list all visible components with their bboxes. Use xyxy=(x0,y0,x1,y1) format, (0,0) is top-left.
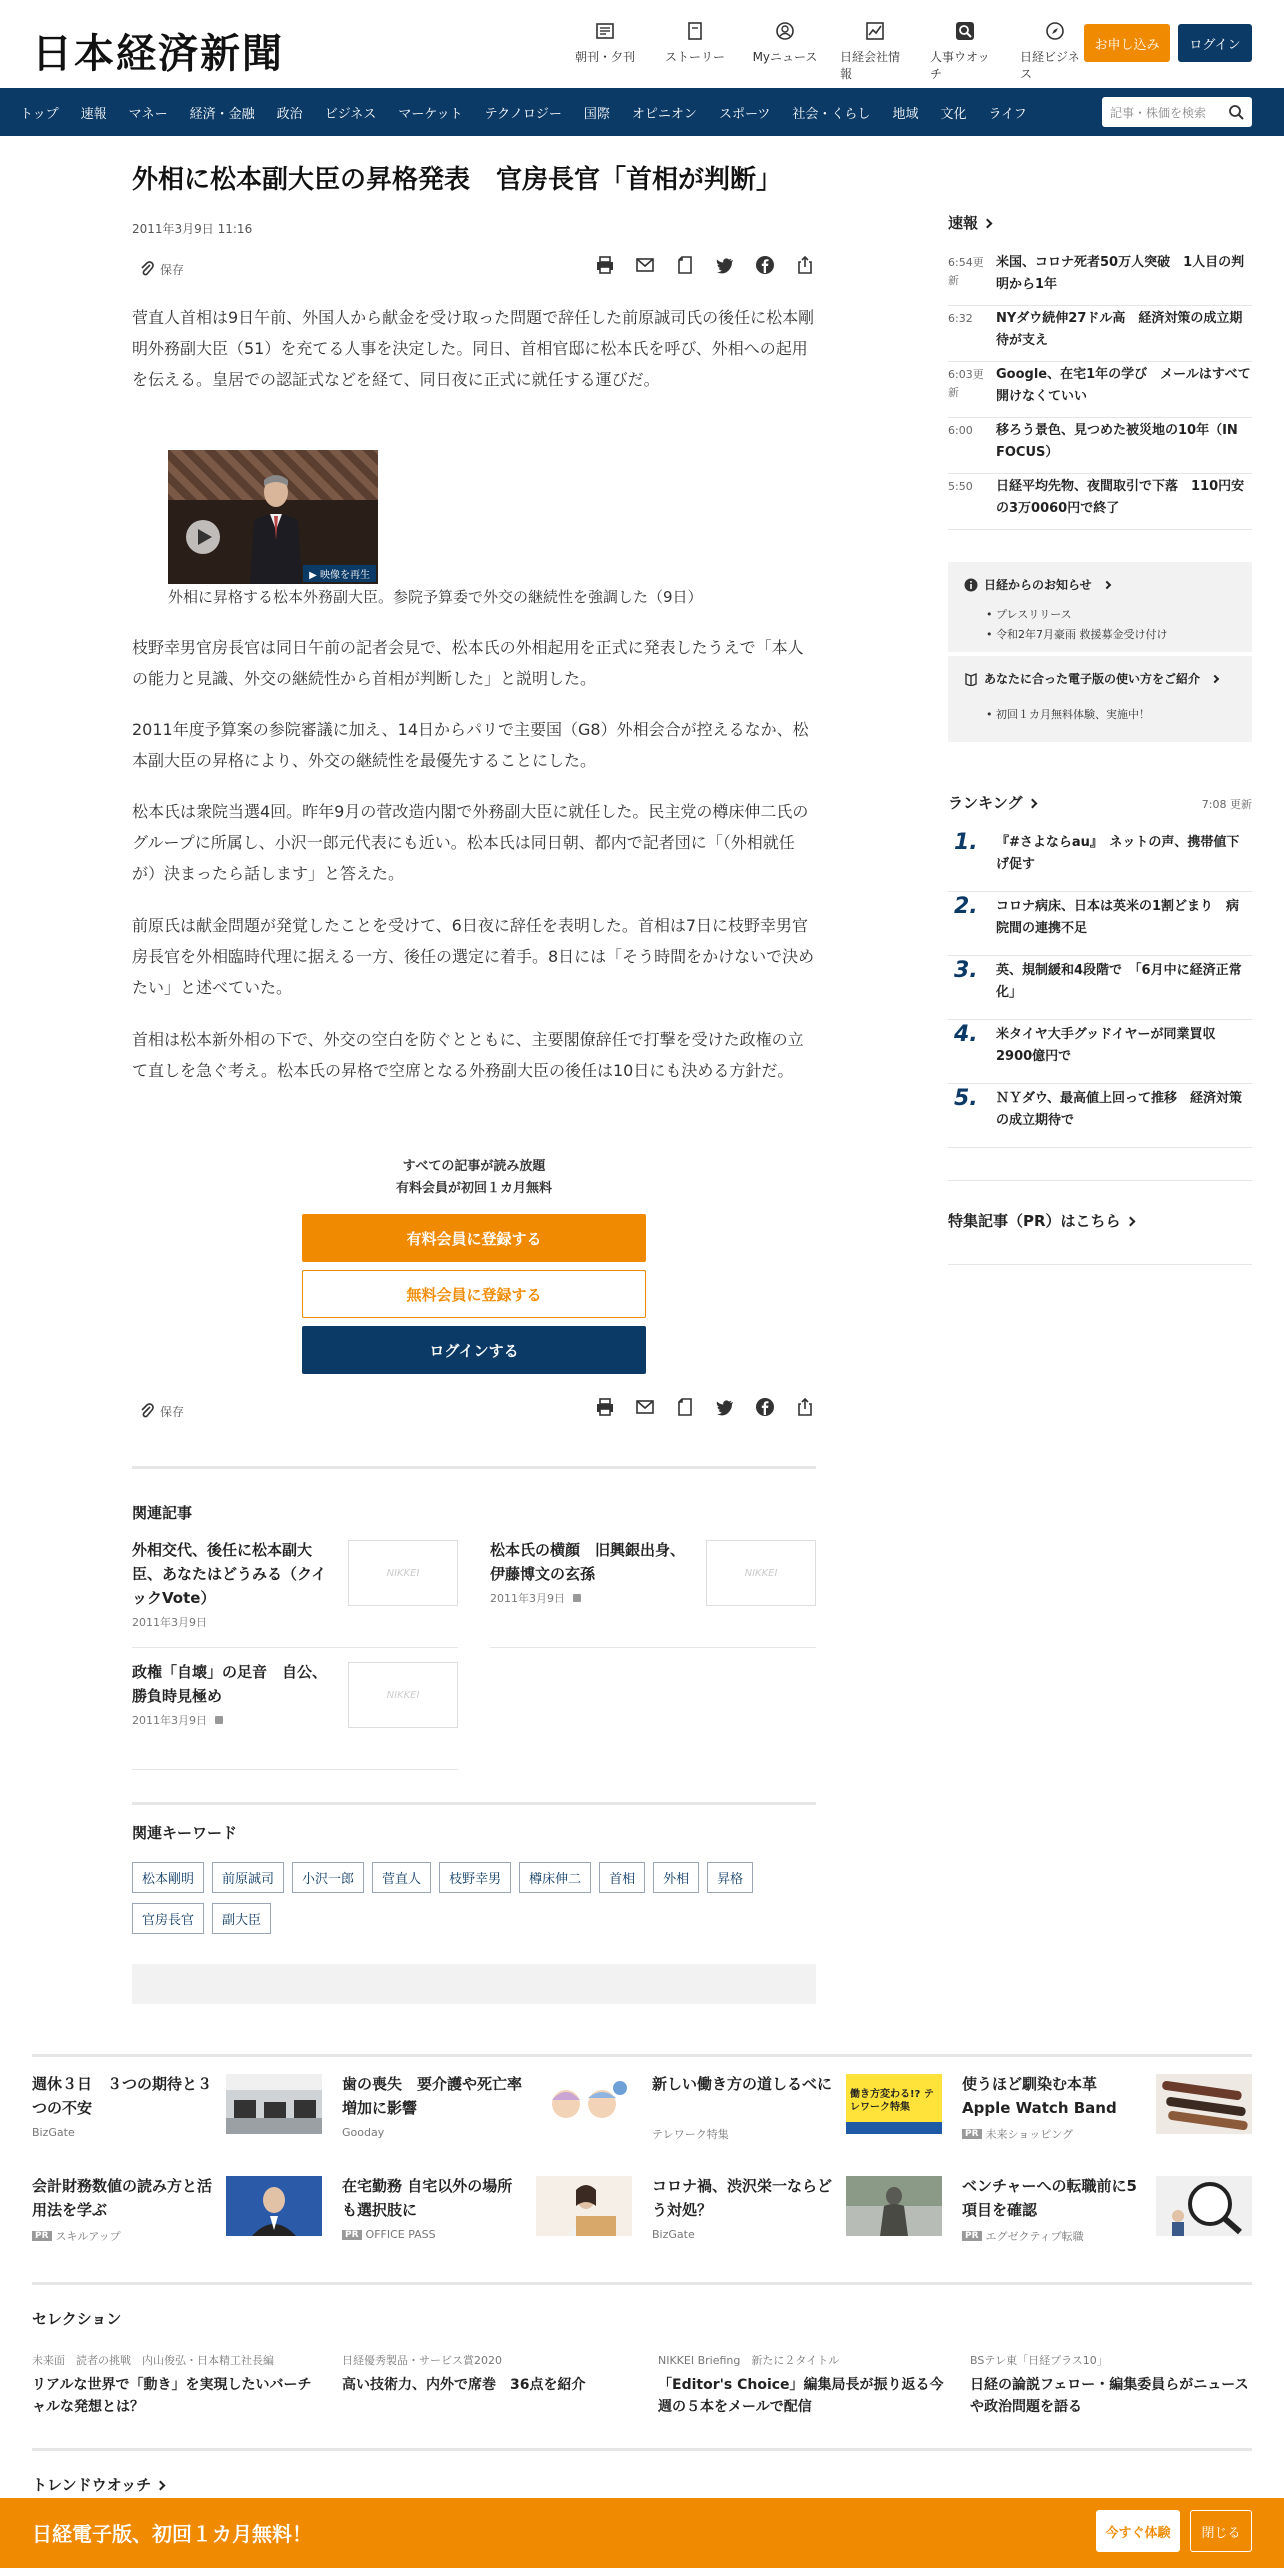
magnifier-image xyxy=(1156,2176,1252,2236)
register-free-button[interactable]: 無料会員に登録する xyxy=(302,1270,646,1318)
guide-link[interactable]: • 初回１カ月無料体験、実施中！ xyxy=(986,708,1150,721)
login-button[interactable]: ログイン xyxy=(1178,24,1252,62)
site-header xyxy=(0,0,1284,88)
news-time: 6:03更新 xyxy=(948,368,984,399)
related-title: 政権「自壊」の足音 自公、勝負時見極め xyxy=(132,1663,328,1705)
ad-placeholder xyxy=(132,1964,816,2004)
paywall-login-button[interactable]: ログインする xyxy=(302,1326,646,1374)
ranking-heading-label: ランキング xyxy=(948,794,1023,812)
keyword-tag[interactable]: 樽床伸二 xyxy=(519,1862,591,1893)
print-icon[interactable] xyxy=(594,254,616,276)
rank-number: 5. xyxy=(954,1086,978,1111)
article-paragraph: 枝野幸男官房長官は同日午前の記者会見で、松本氏の外相起用を正式に発表したうえで「本人の能力と見識、外交の継続性から首相が判断した」と説明した。 xyxy=(132,638,804,689)
selection-title: 日経の論説フェロー・編集委員らがニュースや政治問題を語る xyxy=(970,2377,1249,2416)
share-buttons xyxy=(594,1396,816,1418)
ranking-updated: 7:08 更新 xyxy=(1201,798,1252,811)
watchband-image xyxy=(1156,2074,1252,2134)
related-title: 松本氏の横顔 旧興銀出身、伊藤博文の玄孫 xyxy=(490,1541,686,1583)
divider xyxy=(132,1647,458,1648)
pr-heading-label: 特集記事（PR）はこちら xyxy=(948,1212,1121,1230)
facebook-icon[interactable] xyxy=(754,254,776,276)
ad-card[interactable] xyxy=(32,2174,322,2264)
keyword-tag[interactable]: 昇格 xyxy=(707,1862,753,1893)
ad-source: BizGate xyxy=(32,2126,75,2139)
chevron-right-icon xyxy=(156,2481,166,2491)
chevron-right-icon xyxy=(1027,799,1037,809)
notice-heading-label: 日経からのお知らせ xyxy=(984,578,1092,592)
pr-badge: PR xyxy=(342,2230,362,2240)
subscribe-message: 日経電子版、初回１カ月無料！ xyxy=(32,2522,312,2546)
nav-item[interactable]: 速報 xyxy=(80,106,107,122)
chevron-right-icon xyxy=(1211,674,1219,682)
office-image xyxy=(226,2074,322,2134)
breaking-item[interactable] xyxy=(948,418,1252,474)
note-icon[interactable] xyxy=(674,1396,696,1418)
related-date: 2011年3月9日 xyxy=(490,1592,565,1605)
nav-item[interactable]: マーケット xyxy=(398,106,463,122)
search-icon[interactable] xyxy=(1228,104,1244,120)
keyword-tag[interactable]: 首相 xyxy=(599,1862,645,1893)
share-icon[interactable] xyxy=(794,1396,816,1418)
mail-icon[interactable] xyxy=(634,1396,656,1418)
selection-title: リアルな世界で「動き」を実現したいバーチャルな発想とは？ xyxy=(32,2377,312,2416)
ad-card[interactable] xyxy=(342,2174,632,2264)
nav-item[interactable]: ライフ xyxy=(988,106,1027,122)
selection-item[interactable] xyxy=(342,2352,632,2396)
article-photo[interactable] xyxy=(168,450,378,584)
ad-card[interactable] xyxy=(32,2072,322,2162)
ad-title: ベンチャーへの転職前に5項目を確認 xyxy=(962,2177,1137,2219)
header-link-jinji[interactable] xyxy=(930,20,1000,82)
nav-item[interactable]: 地域 xyxy=(892,106,919,122)
trend-heading-label: トレンドウオッチ xyxy=(32,2476,152,2494)
notice-box xyxy=(948,562,1252,742)
ad-source: OFFICE PASS xyxy=(365,2228,436,2241)
header-link-business[interactable] xyxy=(1020,20,1090,82)
header-link-label: Myニュース xyxy=(752,50,818,64)
article-paragraph: 松本氏は衆院当選4回。昨年9月の菅改造内閣で外務副大臣に就任した。民主党の樽床伸二氏のグループに所属し、小沢一郎元代表にも近い。松本氏は同日朝、都内で記者団に「（外相就任が）決まったら話します」と答えた。 xyxy=(132,802,809,884)
selection-source: 未来面 読者の挑戦 内山俊弘・日本精工社長編 xyxy=(32,2354,274,2367)
related-date: 2011年3月9日 xyxy=(132,1714,207,1727)
keyword-tag[interactable]: 副大臣 xyxy=(212,1903,271,1934)
rank-number: 1. xyxy=(954,830,978,855)
pr-badge: PR xyxy=(962,2129,982,2139)
ad-source-row xyxy=(342,2228,436,2241)
save-label: 保存 xyxy=(160,262,185,277)
chevron-right-icon xyxy=(1102,580,1110,588)
keyword-list xyxy=(132,1862,816,1934)
keyword-tag[interactable]: 菅直人 xyxy=(372,1862,431,1893)
ad-source-row xyxy=(962,2126,1073,2142)
ad-source: スキルアップ xyxy=(55,2230,121,2243)
divider xyxy=(948,1180,1252,1181)
article-title: 外相に松本副大臣の昇格発表 官房長官「首相が判断」 xyxy=(132,165,783,195)
paywall xyxy=(302,1156,646,1374)
register-paid-button[interactable]: 有料会員に登録する xyxy=(302,1214,646,1262)
keyword-tag[interactable]: 松本剛明 xyxy=(132,1862,204,1893)
news-time: 6:00 xyxy=(948,424,973,437)
nav-item[interactable]: ビジネス xyxy=(324,106,377,122)
related-thumbnail: NIKKEI xyxy=(348,1540,458,1606)
rank-number: 3. xyxy=(954,958,978,983)
rank-text: コロナ病床、日本は英米の1割どまり 病院間の連携不足 xyxy=(996,899,1240,937)
remote-work-image xyxy=(536,2176,632,2236)
guide-link-label: 初回１カ月無料体験、実施中！ xyxy=(996,708,1150,721)
pr-heading[interactable] xyxy=(948,1210,1134,1231)
ad-source-row xyxy=(32,2228,121,2244)
paywall-line: すべての記事が読み放題 xyxy=(402,1159,546,1174)
ad-source: 未来ショッピング xyxy=(985,2128,1074,2141)
nav-item[interactable]: スポーツ xyxy=(718,106,771,122)
keyword-tag[interactable]: 枝野幸男 xyxy=(439,1862,511,1893)
nav-item[interactable]: 社会・くらし xyxy=(792,106,871,122)
ad-title: 在宅勤務 自宅以外の場所も選択肢に xyxy=(342,2177,513,2219)
nav-item[interactable]: 経済・金融 xyxy=(189,106,255,122)
breaking-item[interactable] xyxy=(948,306,1252,362)
newspaper-icon xyxy=(594,20,616,42)
header-links xyxy=(570,20,1090,82)
site-logo[interactable]: 日本経済新聞 xyxy=(32,30,284,77)
search-input[interactable] xyxy=(1102,97,1252,127)
try-now-button[interactable]: 今すぐ体験 xyxy=(1096,2510,1180,2552)
selection-item[interactable] xyxy=(970,2352,1260,2419)
lock-icon xyxy=(215,1716,223,1724)
related-date-row xyxy=(490,1590,581,1606)
facebook-icon[interactable] xyxy=(754,1396,776,1418)
telework-banner xyxy=(846,2074,942,2134)
keyword-tag[interactable]: 前原誠司 xyxy=(212,1862,284,1893)
chevron-right-icon xyxy=(1125,1217,1135,1227)
ad-card[interactable] xyxy=(652,2072,942,2162)
notice-link[interactable]: • プレスリリース xyxy=(986,608,1072,621)
rank-number: 4. xyxy=(954,1022,978,1047)
article-toolbar-top xyxy=(132,254,816,284)
twitter-icon[interactable] xyxy=(714,254,736,276)
print-icon[interactable] xyxy=(594,1396,616,1418)
related-article[interactable] xyxy=(490,1538,816,1648)
related-heading: 関連記事 xyxy=(132,1504,193,1522)
divider xyxy=(948,652,1252,656)
header-link-paper[interactable] xyxy=(570,20,640,82)
related-title: 外相交代、後任に松本副大臣、あなたはどうみる（クイックVote） xyxy=(132,1541,327,1607)
ad-source-row xyxy=(962,2228,1084,2244)
photo-caption: 外相に昇格する松本外務副大臣。参院予算委で外交の継続性を強調した（9日） xyxy=(168,588,703,606)
divider xyxy=(490,1647,816,1648)
nav-item[interactable]: 政治 xyxy=(276,106,303,122)
divider xyxy=(132,1466,816,1469)
news-text: Google、在宅1年の学び メールはすべて開けなくていい xyxy=(996,367,1251,405)
pr-badge: PR xyxy=(32,2231,52,2241)
nav-item[interactable]: 文化 xyxy=(940,106,967,122)
search-placeholder: 記事・株価を検索 xyxy=(1110,105,1207,120)
header-link-label: 人事ウオッチ xyxy=(930,50,990,81)
illustration-image xyxy=(536,2074,632,2134)
ad-source: Gooday xyxy=(342,2126,385,2139)
user-icon xyxy=(774,20,796,42)
article-toolbar-bottom xyxy=(132,1396,816,1426)
breaking-item[interactable] xyxy=(948,250,1252,306)
breaking-heading[interactable] xyxy=(948,212,991,233)
ad-source: エグゼクティブ転職 xyxy=(985,2230,1084,2243)
breaking-heading-label: 速報 xyxy=(948,214,979,232)
paperclip-icon xyxy=(138,1402,156,1420)
paperclip-icon xyxy=(138,260,156,278)
ad-title: 週休３日 ３つの期待と３つの不安 xyxy=(32,2075,213,2117)
nav-items xyxy=(20,88,1049,136)
related-date-row xyxy=(132,1712,223,1728)
ad-card[interactable] xyxy=(962,2072,1252,2162)
ad-source: テレワーク特集 xyxy=(652,2128,729,2141)
divider xyxy=(32,2282,1252,2285)
selection-heading: セレクション xyxy=(32,2310,122,2328)
selection-source: 日経優秀製品・サービス賞2020 xyxy=(342,2354,502,2367)
header-link-story[interactable] xyxy=(660,20,730,82)
save-button[interactable] xyxy=(138,260,184,278)
save-label: 保存 xyxy=(160,1404,185,1419)
article-paragraph: 2011年度予算案の参院審議に加え、14日からパリで主要国（G8）外相会合が控えるなか、松本副大臣の昇格により、外交の継続性を最優先することにした。 xyxy=(132,720,809,771)
divider xyxy=(32,2448,1252,2451)
article-paragraph: 前原氏は献金問題が発覚したことを受けて、6日夜に辞任を表明した。首相は7日に枝野幸男官房長官を外相臨時代理に据える一方、後任の選定に着手。8日には「そう時間をかけないで決めたい」と述べていた。 xyxy=(132,916,815,998)
article-date: 2011年3月9日 11:16 xyxy=(132,222,253,236)
compass-icon xyxy=(1044,20,1066,42)
ad-title: 歯の喪失 要介護や死亡率増加に影響 xyxy=(342,2075,523,2117)
related-date: 2011年3月9日 xyxy=(132,1616,207,1629)
article-paragraph: 菅直人首相は9日午前、外国人から献金を受け取った問題で辞任した前原誠司氏の後任に松本剛明外務副大臣（51）を充てる人事を決定した。同日、首相官邸に松本氏を呼び、外相への起用を伝える。皇居での認証式などを経て、同日夜に正式に就任する運びだ。 xyxy=(132,308,815,390)
share-buttons xyxy=(594,254,816,276)
selection-title: 高い技術力、内外で席巻 36点を紹介 xyxy=(342,2377,586,2393)
lock-icon xyxy=(573,1594,581,1602)
guide-heading-label: あなたに合った電子版の使い方をご紹介 xyxy=(984,672,1201,686)
ad-title: コロナ禍、渋沢栄一ならどう対処？ xyxy=(652,2177,833,2219)
nav-item[interactable]: トップ xyxy=(20,106,59,122)
ranking-item[interactable] xyxy=(948,956,1252,1020)
person-figure xyxy=(246,470,306,584)
divider xyxy=(132,1802,816,1805)
header-link-label: 日経会社情報 xyxy=(840,50,901,81)
subscribe-banner xyxy=(0,2498,1284,2568)
news-time: 6:32 xyxy=(948,312,973,325)
notice-link-label: プレスリリース xyxy=(996,608,1072,621)
news-time: 5:50 xyxy=(948,480,973,493)
ad-card[interactable] xyxy=(962,2174,1252,2264)
header-link-label: ストーリー xyxy=(664,50,725,64)
selection-item[interactable] xyxy=(658,2352,948,2419)
note-icon[interactable] xyxy=(674,254,696,276)
rank-number: 2. xyxy=(954,894,978,919)
ranking-item[interactable] xyxy=(948,1020,1252,1084)
trend-heading[interactable] xyxy=(32,2474,164,2495)
nav-item[interactable]: オピニオン xyxy=(631,106,697,122)
ranking-item[interactable] xyxy=(948,1084,1252,1148)
portrait-image xyxy=(226,2176,322,2236)
news-text: 日経平均先物、夜間取引で下落 110円安の3万0060円で終了 xyxy=(996,479,1245,517)
ad-title: 新しい働き方の道しるべに xyxy=(652,2075,833,2093)
keywords-heading: 関連キーワード xyxy=(132,1824,238,1842)
ad-card[interactable] xyxy=(342,2072,632,2162)
info-icon xyxy=(964,578,978,592)
related-thumbnail: NIKKEI xyxy=(348,1662,458,1728)
main-nav xyxy=(0,88,1284,136)
mail-icon[interactable] xyxy=(634,254,656,276)
related-article[interactable] xyxy=(132,1660,458,1770)
play-video-icon[interactable] xyxy=(186,520,220,554)
keyword-tag[interactable]: 官房長官 xyxy=(132,1903,204,1934)
rank-text: ＮＹダウ、最高値上回って推移 経済対策の成立期待で xyxy=(996,1091,1242,1129)
video-label[interactable]: ▶ 映像を再生 xyxy=(303,565,376,582)
ranking-item[interactable] xyxy=(948,828,1252,892)
nav-item[interactable]: 国際 xyxy=(583,106,610,122)
guide-heading[interactable] xyxy=(964,670,1218,687)
save-button[interactable] xyxy=(138,1402,184,1420)
related-thumbnail: NIKKEI xyxy=(706,1540,816,1606)
ad-source: BizGate xyxy=(652,2228,695,2241)
rank-text: 英、規制緩和4段階で 「6月中に経済正常化」 xyxy=(996,963,1242,1001)
news-text: NYダウ続伸27ドル高 経済対策の成立期待が支え xyxy=(996,311,1243,349)
notice-heading[interactable] xyxy=(964,576,1110,593)
nav-item[interactable]: テクノロジー xyxy=(484,106,562,122)
ad-title: 使うほど馴染む本革 Apple Watch Band xyxy=(962,2075,1117,2117)
ad-card[interactable] xyxy=(652,2174,942,2264)
notice-link[interactable]: • 令和2年7月豪雨 救援募金受け付け xyxy=(986,628,1168,641)
header-link-mynews[interactable] xyxy=(750,20,820,82)
breaking-item[interactable] xyxy=(948,474,1252,530)
chevron-right-icon xyxy=(983,219,993,229)
selection-source: BSテレ東「日経プラス10」 xyxy=(970,2354,1108,2367)
selection-item[interactable] xyxy=(32,2352,322,2419)
share-icon[interactable] xyxy=(794,254,816,276)
ad-title: 会計財務数値の読み方と活用法を学ぶ xyxy=(32,2177,213,2219)
news-text: 移ろう景色、見つめた被災地の10年（IN FOCUS） xyxy=(996,423,1238,461)
nav-item[interactable]: マネー xyxy=(128,106,168,122)
telework-banner-text: 働き方変わる!? テレワーク特集 xyxy=(850,2089,934,2113)
news-time: 6:54更新 xyxy=(948,256,984,287)
pr-badge: PR xyxy=(962,2231,982,2241)
ranking-item[interactable] xyxy=(948,892,1252,956)
rank-text: 米タイヤ大手グッドイヤーが同業買収 2900億円で xyxy=(996,1027,1216,1065)
keyword-tag[interactable]: 外相 xyxy=(653,1862,699,1893)
keyword-tag[interactable]: 小沢一郎 xyxy=(292,1862,364,1893)
divider xyxy=(32,2054,1252,2057)
selection-source: NIKKEI Briefing 新たに２タイトル xyxy=(658,2354,840,2367)
notice-link-label: 令和2年7月豪雨 救援募金受け付け xyxy=(996,628,1168,641)
paywall-line: 有料会員が初回１カ月無料 xyxy=(395,1181,552,1197)
selection-title: 「Editor's Choice」編集局長が振り返る今週の５本をメールで配信 xyxy=(658,2377,944,2416)
banner-stripe xyxy=(846,2122,942,2134)
apply-button[interactable]: お申し込み xyxy=(1084,24,1170,62)
news-text: 米国、コロナ死者50万人突破 1人目の判明から1年 xyxy=(996,255,1245,293)
twitter-icon[interactable] xyxy=(714,1396,736,1418)
divider xyxy=(132,1769,458,1770)
guide-icon xyxy=(964,672,978,686)
breaking-item[interactable] xyxy=(948,362,1252,418)
header-link-label: 日経ビジネス xyxy=(1020,50,1080,81)
rank-text: 『#さよならau』 ネットの声、携帯値下げ促す xyxy=(996,835,1240,873)
article-paragraph: 首相は松本新外相の下で、外交の空白を防ぐとともに、主要閣僚辞任で打撃を受けた政権の立て直しを急ぐ考え。松本氏の昇格で空席となる外務副大臣の後任は10日にも決める方針だ。 xyxy=(132,1030,804,1081)
story-icon xyxy=(684,20,706,42)
ranking-heading[interactable] xyxy=(948,792,1036,813)
divider xyxy=(948,1264,1252,1265)
chart-icon xyxy=(864,20,886,42)
header-link-company[interactable] xyxy=(840,20,910,82)
statue-image xyxy=(846,2176,942,2236)
header-link-label: 朝刊・夕刊 xyxy=(574,50,635,64)
close-banner-button[interactable]: 閉じる xyxy=(1190,2510,1252,2552)
search-person-icon xyxy=(954,20,976,42)
related-article[interactable] xyxy=(132,1538,458,1648)
